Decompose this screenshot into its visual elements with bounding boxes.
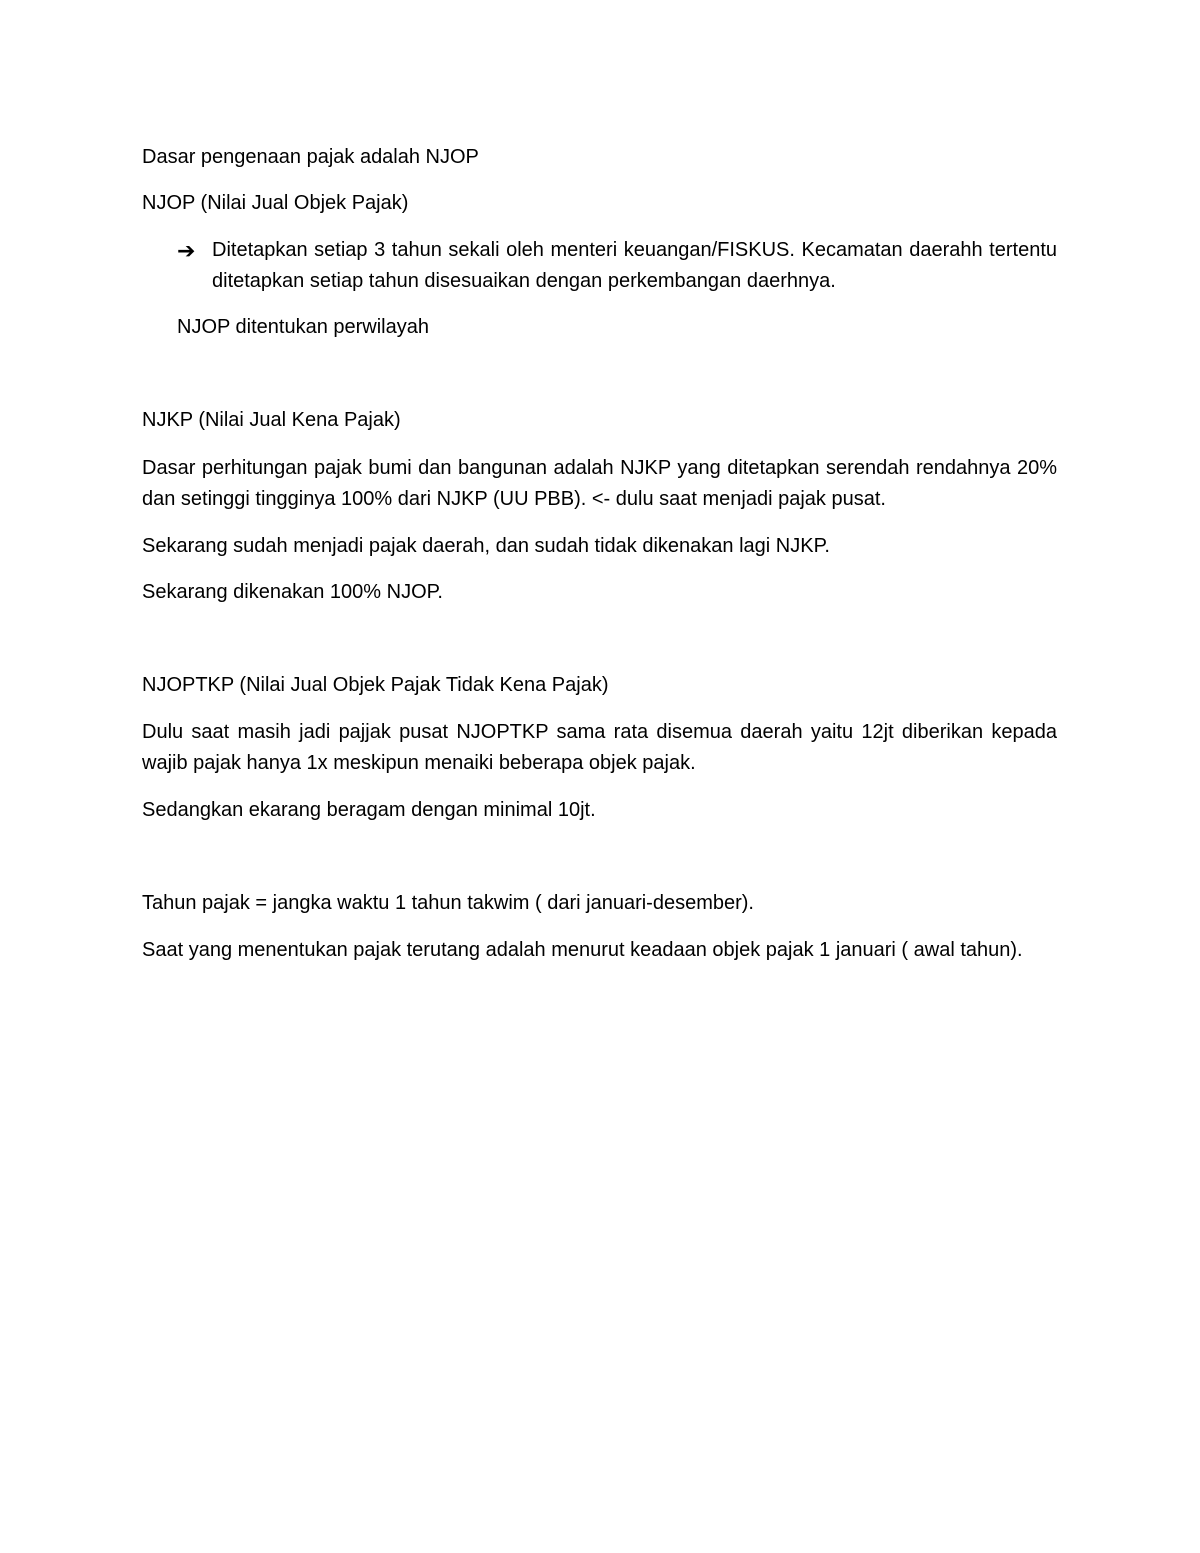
paragraph-njkp-sekarang-1: Sekarang sudah menjadi pajak daerah, dan sudah tidak dikenakan lagi NJKP. [142,535,830,557]
bullet-text-ditetapkan: Ditetapkan setiap 3 tahun sekali oleh menteri keuangan/FISKUS. Kecamatan daerahh tertentu ditetapkan setiap tahun disesuaikan dengan perkembangan daerhnya. [212,239,1057,292]
paragraph-njoptkp-dulu: Dulu saat masih jadi pajjak pusat NJOPTKP sama rata disemua daerah yaitu 12jt diberikan kepada wajib pajak hanya 1x meskipun menaiki beberapa objek pajak. [142,721,1057,774]
heading-njkp: NJKP (Nilai Jual Kena Pajak) [142,409,401,431]
paragraph-saat-pajak-terutang: Saat yang menentukan pajak terutang adalah menurut keadaan objek pajak 1 januari ( awal tahun). [142,939,1023,961]
paragraph-njoptkp-sekarang: Sedangkan ekarang beragam dengan minimal 10jt. [142,799,596,821]
paragraph-dasar-pengenaan: Dasar pengenaan pajak adalah NJOP [142,146,479,168]
heading-njop: NJOP (Nilai Jual Objek Pajak) [142,192,409,214]
paragraph-njkp-sekarang-2: Sekarang dikenakan 100% NJOP. [142,581,443,603]
paragraph-njkp-dasar: Dasar perhitungan pajak bumi dan bangunan adalah NJKP yang ditetapkan serendah rendahnya 20% dan setinggi tingginya 100% dari NJKP (UU PBB). <- dulu saat menjadi pajak pusat. [142,457,1057,510]
paragraph-njop-wilayah: NJOP ditentukan perwilayah [177,316,429,338]
paragraph-tahun-pajak: Tahun pajak = jangka waktu 1 tahun takwim ( dari januari-desember). [142,892,754,914]
heading-njoptkp: NJOPTKP (Nilai Jual Objek Pajak Tidak Kena Pajak) [142,674,609,696]
arrow-right-icon: ➔ [177,238,196,263]
